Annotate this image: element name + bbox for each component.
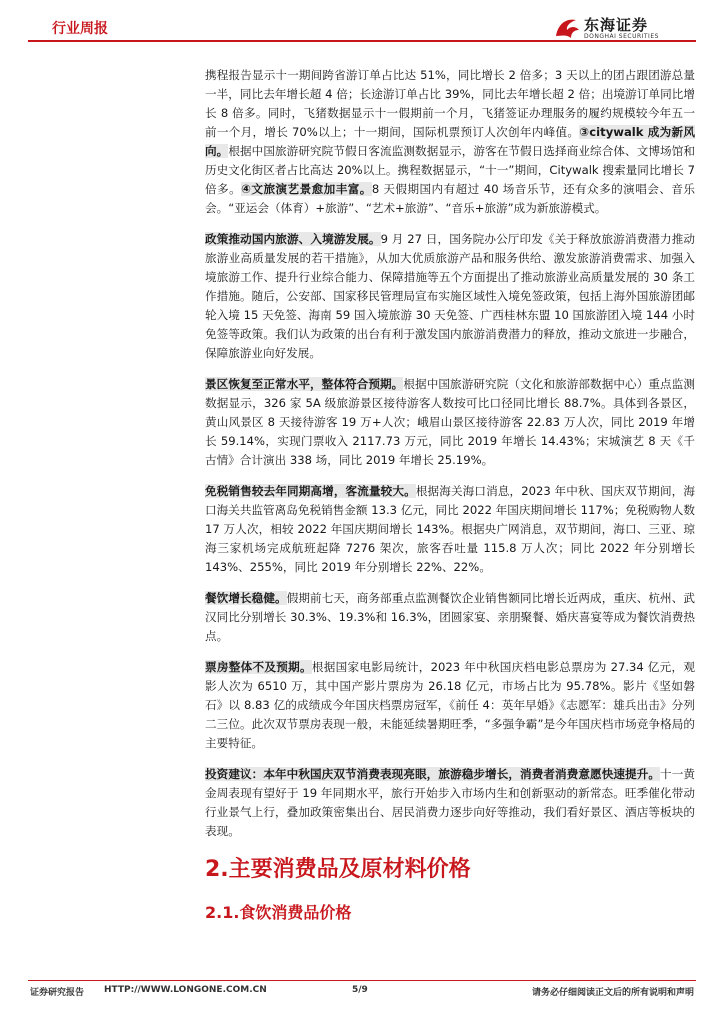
dragon-logo-icon <box>552 14 582 42</box>
paragraph-text: 根据中国旅游研究院（文化和旅游部数据中心）重点监测数据显示，326 家 5A 级旅游景区接待游客人数按可比口径同比增长 88.7%。具体到各景区，黄山风景区 8 天接待游客 19 万+人次；峨眉山景区接待游客 22.83 万人次，同比 2019 年增长 59.14%，实现门票收入 2117.73 万元，同比 2019 年增长 14.43%；宋城演艺 8 天《千古情》合计演出 338 场，同比 2019 年增长 25.19%。 <box>205 377 695 467</box>
paragraph-tourism-data <box>205 66 695 218</box>
paragraph-text: 假期前七天，商务部重点监测餐饮企业销售额同比增长近两成，重庆、杭州、武汉同比分别增长 30.3%、19.3%和 16.3%，团圆家宴、亲朋聚餐、婚庆喜宴等成为餐饮消费热点。 <box>205 591 695 643</box>
paragraph-investment-advice <box>205 765 695 841</box>
page-number: 5/9 <box>352 985 368 995</box>
company-logo <box>552 14 702 42</box>
paragraph-highlight: 投资建议：本年中秋国庆双节消费表现亮眼，旅游稳步增长，消费者消费意愿快速提升。 <box>205 767 661 781</box>
paragraph-catering <box>205 589 695 646</box>
footer-disclaimer: 请务必仔细阅读正文后的所有说明和声明 <box>531 988 694 998</box>
body-content <box>205 66 695 853</box>
paragraph-text: 根据海关海口消息，2023 年中秋、国庆双节期间，海口海关共监管离岛免税销售金额 13.3 亿元，同比 2022 年国庆期间增长 117%；免税购物人数 17 万人次，相较 2022 年国庆期间增长 143%。根据央广网消息，双节期间，海口、三亚、琼海三家机场完成航班起降 7276 架次，旅客吞吐量 115.8 万人次；同比 2022 年分别增长 143%、255%，同比 2019 年分别增长 22%、22%。 <box>205 484 695 574</box>
paragraph-highlight: ③citywalk 成为新风向。 <box>205 125 695 158</box>
footer-url-link[interactable]: HTTP://WWW.LONGONE.COM.CN <box>104 985 267 995</box>
paragraph-highlight: 政策推动国内旅游、入境游发展。 <box>205 232 381 246</box>
paragraph-box-office <box>205 658 695 753</box>
paragraph-highlight: 餐饮增长稳健。 <box>205 591 287 605</box>
paragraph-highlight: 免税销售较去年同期高增，客流量较大。 <box>205 484 416 498</box>
paragraph-text: 8 天假期国内有超过 40 场音乐节，还有众多的演唱会、音乐会。“亚运会（体育）+旅游”、“艺术+旅游”、“音乐+旅游”成为新旅游模式。 <box>205 182 695 215</box>
paragraph-highlight: 景区恢复至正常水平，整体符合预期。 <box>205 377 404 391</box>
footer-divider <box>28 980 696 981</box>
logo-text-cn: 东海证券 <box>584 16 649 34</box>
paragraph-scenic <box>205 375 695 470</box>
section-heading: 2.主要消费品及原材料价格 <box>205 857 471 882</box>
paragraph-duty-free <box>205 482 695 577</box>
paragraph-text: 9 月 27 日，国务院办公厅印发《关于释放旅游消费潜力推动旅游业高质量发展的若干措施》，从加大优质旅游产品和服务供给、激发旅游消费需求、加强入境旅游工作、提升行业综合能力、保障措施等五个方面提出了推动旅游业高质量发展的 30 条工作措施。随后，公安部、国家移民管理局宣布实施区域性入境免签政策，包括上海外国旅游团邮轮入境 15 天免签、海南 59 国入境旅游 30 天免签、广西桂林东盟 10 国旅游团入境 144 小时免签等政策。我们认为政策的出台有利于激发国内旅游消费潜力的释放，推动文旅进一步融合，保障旅游业向好发展。 <box>205 232 695 360</box>
paragraph-policy <box>205 230 695 363</box>
subsection-heading: 2.1.食饮消费品价格 <box>205 903 352 922</box>
footer-report-label: 证券研究报告 <box>30 988 85 998</box>
logo-text-en: DONGHAI SECURITIES <box>584 33 659 40</box>
page-header <box>0 0 724 56</box>
paragraph-highlight: 票房整体不及预期。 <box>205 660 312 674</box>
paragraph-text: 根据中国旅游研究院节假日客流监测数据显示，游客在节假日选择商业综合体、文博场馆和历史文化街区者占比高达 20%以上。携程数据显示，“十一”期间，Citywalk 搜索量同比增长 7 倍多。 <box>205 144 695 196</box>
paragraph-text: 携程报告显示十一期间跨省游订单占比达 51%，同比增长 2 倍多；3 天以上的团占跟团游总量一半，同比去年增长超 4 倍；长途游订单占比 39%，同比去年增长超 2 倍；出境游订单同比增长 8 倍多。同时，飞猪数据显示十一假期前一个月，飞猪签证办理服务的履约规模较今年五一前一个月，增长 70%以上；十一期间，国际机票预订人次创年内峰值。 <box>205 68 695 139</box>
paragraph-text: 十一黄金周表现有望好于 19 年同期水平，旅行开始步入市场内生和创新驱动的新常态。旺季催化带动行业景气上行，叠加政策密集出台、居民消费力逐步向好等推动，我们看好景区、酒店等板块的表现。 <box>205 767 695 838</box>
report-type-label: 行业周报 <box>52 21 108 37</box>
paragraph-highlight: ④文旅演艺景愈加丰富。 <box>241 182 372 196</box>
paragraph-text: 根据国家电影局统计，2023 年中秋国庆档电影总票房为 27.34 亿元，观影人次为 6510 万，其中国产影片票房为 26.18 亿元，市场占比为 95.78%。影片《坚如磐石》以 8.83 亿的成绩成今年国庆档票房冠军，《前任 4：英年早婚》《志愿军：雄兵出击》分列二三位。此次双节票房表现一般，未能延续暑期旺季，“多强争霸”是今年国庆档市场竞争格局的主要特征。 <box>205 660 695 750</box>
